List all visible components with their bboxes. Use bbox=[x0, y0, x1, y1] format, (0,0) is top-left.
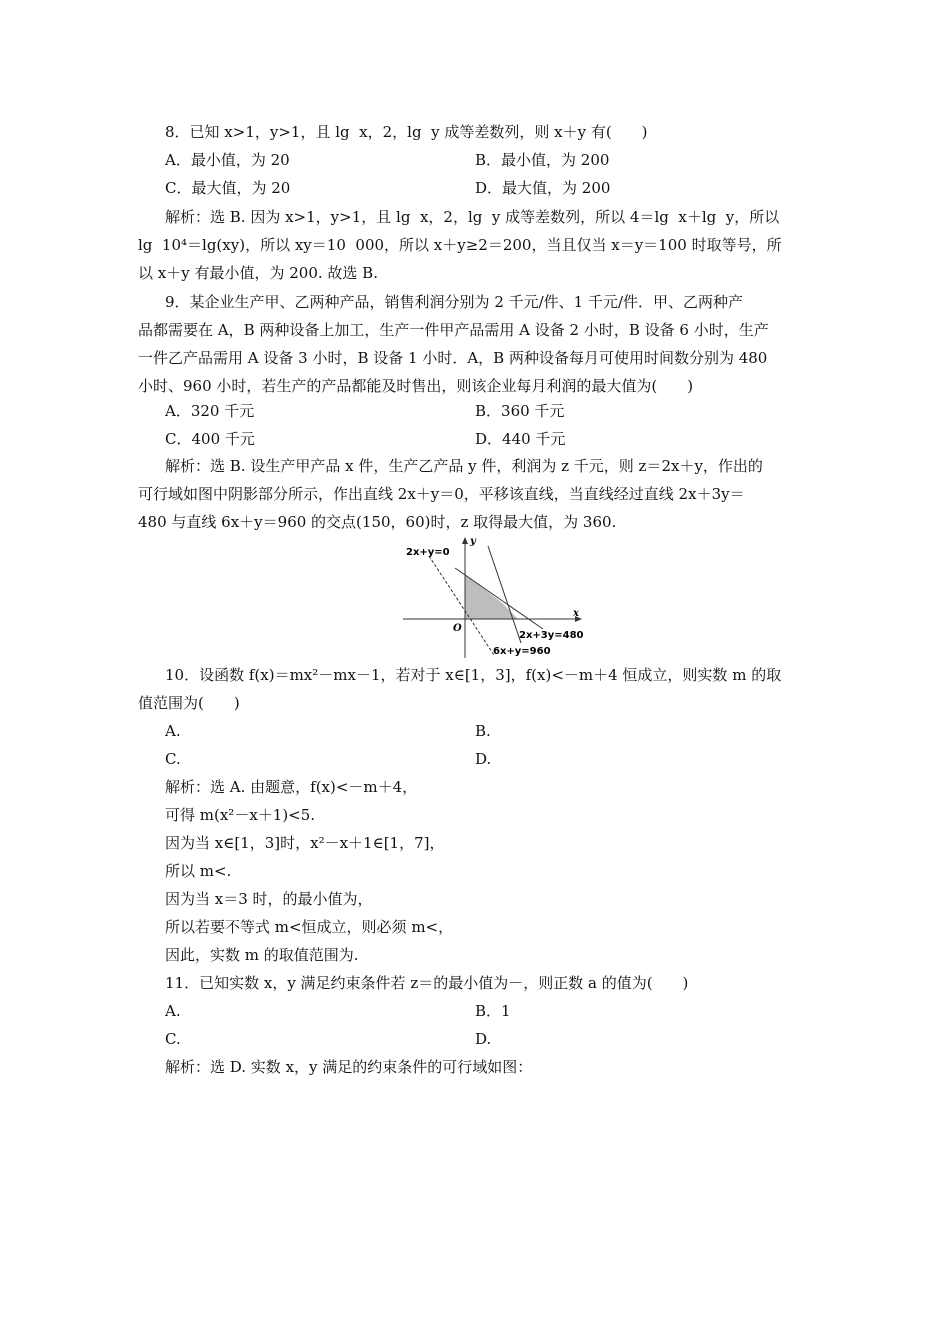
q10-solution-line7: 因此，实数 m 的取值范围为. bbox=[165, 946, 359, 964]
q8-option-b: B．最小值，为 200 bbox=[475, 151, 610, 169]
label-y-axis: y bbox=[470, 536, 476, 547]
q8-option-d: D．最大值，为 200 bbox=[475, 179, 611, 197]
q8-solution-line2: lg 10⁴＝lg(xy)，所以 xy＝10 000，所以 x＋y≥2＝200，当且仅当 x＝y＝100 时取等号，所 bbox=[138, 236, 782, 254]
q10-stem-line2: 值范围为( ) bbox=[138, 694, 240, 712]
q11-solution-line1: 解析：选 D. 实数 x，y 满足的约束条件的可行域如图： bbox=[165, 1058, 533, 1076]
q8-solution-line3: 以 x＋y 有最小值，为 200. 故选 B. bbox=[138, 264, 378, 282]
q11-option-d: D. bbox=[475, 1030, 492, 1048]
q10-option-a: A. bbox=[165, 722, 181, 740]
q9-solution-line2: 可行域如图中阴影部分所示，作出直线 2x＋y＝0，平移该直线，当直线经过直线 2x＋3y＝ bbox=[138, 485, 745, 503]
label-2x-plus-y-eq-0: 2x+y=0 bbox=[406, 547, 450, 558]
label-6x-plus-y-eq-960: 6x+y=960 bbox=[493, 646, 551, 657]
q8-stem: 8．已知 x>1，y>1，且 lg x，2，lg y 成等差数列，则 x＋y 有( ) bbox=[165, 123, 648, 141]
q10-solution-line4: 所以 m<. bbox=[165, 862, 232, 880]
q10-option-c: C. bbox=[165, 750, 181, 768]
q10-option-b: B. bbox=[475, 722, 491, 740]
q11-option-a: A. bbox=[165, 1002, 181, 1020]
q10-solution-line2: 可得 m(x²－x＋1)<5. bbox=[165, 806, 316, 824]
q10-solution-line1: 解析：选 A. 由题意，f(x)<－m＋4， bbox=[165, 778, 418, 796]
label-x-axis: x bbox=[573, 608, 579, 619]
y-axis-arrow bbox=[462, 537, 468, 544]
q9-option-a: A．320 千元 bbox=[165, 402, 255, 420]
q9-stem-line1: 9．某企业生产甲、乙两种产品，销售利润分别为 2 千元/件、1 千元/件．甲、乙两种产 bbox=[165, 293, 744, 311]
label-origin: O bbox=[453, 623, 462, 634]
q10-stem-line1: 10．设函数 f(x)＝mx²－mx－1，若对于 x∈[1，3]，f(x)<－m＋4 恒成立，则实数 m 的取 bbox=[165, 666, 782, 684]
q10-option-d: D. bbox=[475, 750, 492, 768]
q9-stem-line3: 一件乙产品需用 A 设备 3 小时，B 设备 1 小时．A，B 两种设备每月可使用时间数分别为 480 bbox=[138, 349, 768, 367]
q11-option-c: C. bbox=[165, 1030, 181, 1048]
q11-stem: 11．已知实数 x，y 满足约束条件若 z＝的最小值为－，则正数 a 的值为( ) bbox=[165, 974, 689, 992]
q9-solution-line3: 480 与直线 6x＋y＝960 的交点(150，60)时，z 取得最大值，为 360. bbox=[138, 513, 617, 531]
q9-option-b: B．360 千元 bbox=[475, 402, 565, 420]
q8-option-c: C．最大值，为 20 bbox=[165, 179, 291, 197]
q10-solution-line5: 因为当 x＝3 时，的最小值为， bbox=[165, 890, 373, 908]
feasible-region-graph bbox=[400, 530, 585, 660]
q11-option-b: B．1 bbox=[475, 1002, 511, 1020]
label-2x-plus-3y-eq-480: 2x+3y=480 bbox=[519, 630, 584, 641]
q9-solution-line1: 解析：选 B. 设生产甲产品 x 件，生产乙产品 y 件，利润为 z 千元，则 z＝2x＋y，作出的 bbox=[165, 457, 763, 475]
q10-solution-line3: 因为当 x∈[1，3]时，x²－x＋1∈[1，7]， bbox=[165, 834, 445, 852]
q9-option-c: C．400 千元 bbox=[165, 430, 255, 448]
q9-stem-line2: 品都需要在 A，B 两种设备上加工，生产一件甲产品需用 A 设备 2 小时，B 设备 6 小时，生产 bbox=[138, 321, 769, 339]
q9-stem-line4: 小时、960 小时，若生产的产品都能及时售出，则该企业每月利润的最大值为( ) bbox=[138, 377, 694, 395]
q8-option-a: A．最小值，为 20 bbox=[165, 151, 290, 169]
q9-option-d: D．440 千元 bbox=[475, 430, 566, 448]
q10-solution-line6: 所以若要不等式 m<恒成立，则必须 m<， bbox=[165, 918, 454, 936]
q8-solution-line1: 解析：选 B. 因为 x>1，y>1，且 lg x，2，lg y 成等差数列，所以 4＝lg x＋lg y，所以 bbox=[165, 208, 780, 226]
